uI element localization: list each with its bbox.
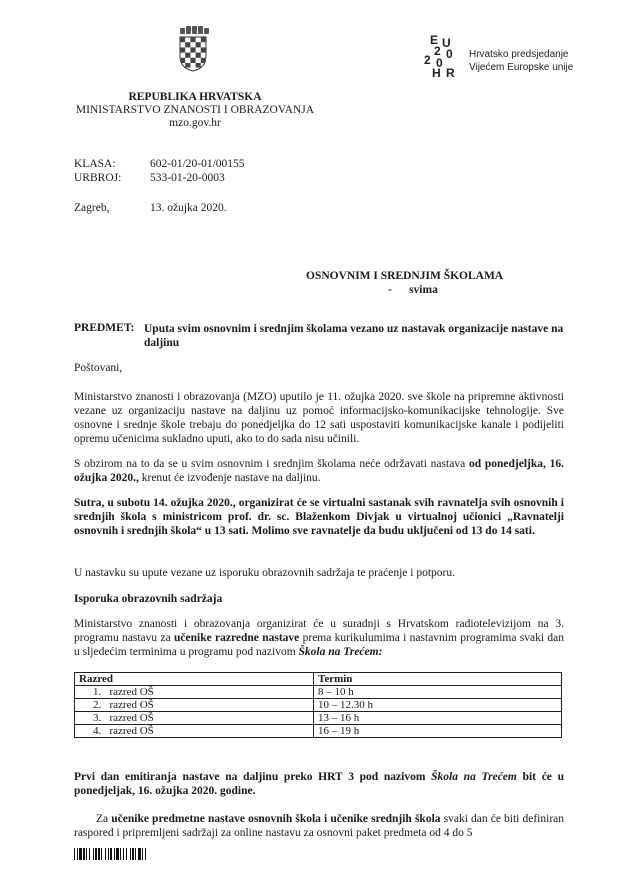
- table-cell: 3. razred OŠ: [75, 712, 314, 725]
- klasa-label: KLASA:: [74, 158, 116, 170]
- eu-logo-char: H: [432, 66, 441, 80]
- text-run-bold: učenike razredne nastave: [174, 632, 300, 644]
- subject-label: PREDMET:: [74, 322, 135, 334]
- table-cell: 13 – 16 h: [314, 712, 562, 725]
- urbroj-label: URBROJ:: [74, 172, 122, 184]
- table-row: [75, 712, 562, 725]
- table-cell: 16 – 19 h: [314, 725, 562, 738]
- text-run: prema kurikulumima i nastavnim programima svaki dan u sljedećim terminima u programu pod nazivom: [74, 632, 565, 658]
- eu-logo-char: 2: [424, 53, 431, 67]
- paragraph-3: Sutra, u subotu 14. ožujka 2020., organizirat će se virtualni sastanak svih ravnatelja svih osnovnih i srednjih škola s ministricom prof. dr. sc. Blaženkom Divjak u virtualnoj učionici „Ravnatelji osnovnih i srednjih škola“ u 13 sati. Molimo sve ravnatelje da budu uključeni od 13 do 14 sati.: [74, 497, 564, 537]
- table-row: [75, 699, 562, 712]
- paragraph-7: [74, 812, 564, 840]
- eu-logo-char: 0: [446, 47, 453, 61]
- schedule-table: [74, 672, 562, 738]
- paragraph-2: [74, 457, 564, 485]
- eu-text-line: Vijećem Europske unije: [469, 62, 574, 73]
- text-run: S obzirom na to da se u svim osnovnim i srednjim školama neće održavati nastava: [74, 458, 469, 470]
- klasa-value: 602-01/20-01/00155: [150, 158, 245, 170]
- paragraph-4: U nastavku su upute vezane uz isporuku obrazovnih sadržaja te praćenje i potporu.: [74, 567, 455, 579]
- text-run-bold-italic: Škola na Trećem: [431, 771, 517, 783]
- text-run: krenut će izvođenje nastave na daljinu.: [138, 472, 321, 484]
- place-label: Zagreb,: [74, 202, 110, 214]
- text-run: Ministarstvo znanosti i obrazovanja organizirat će u suradnji s Hrvatskom radiotelevizijom na 3. programu nastavu za: [74, 618, 564, 644]
- text-run-bold: od ponedjeljka, 16. ožujka 2020.,: [74, 458, 564, 484]
- table-row: [75, 725, 562, 738]
- table-header-row: [75, 673, 562, 686]
- eu-presidency-text: [469, 48, 573, 74]
- table-cell: 8 – 10 h: [314, 686, 562, 699]
- coat-of-arms-icon: [176, 26, 210, 72]
- table-header-cell: Razred: [75, 673, 314, 686]
- text-run: Za: [96, 813, 112, 825]
- table-cell: 2. razred OŠ: [75, 699, 314, 712]
- text-run-bold: bit će u ponedjeljak, 16. ožujka 2020. godine.: [74, 771, 564, 797]
- table-cell: 1. razred OŠ: [75, 686, 314, 699]
- text-run-bold-italic: Škola na Trećem:: [298, 646, 383, 658]
- eu-presidency-logo: [420, 34, 464, 80]
- text-run-bold: učenike predmetne nastave osnovnih škola i učenike srednjih škola: [111, 813, 441, 825]
- recipient-sub: - svima: [388, 284, 438, 296]
- subject-text: Uputa svim osnovnim i srednjim školama vezano uz nastavak organizacije nastave na daljinu: [144, 323, 564, 349]
- date-value: 13. ožujka 2020.: [150, 202, 227, 214]
- table-cell: 4. razred OŠ: [75, 725, 314, 738]
- eu-logo-char: 2: [434, 44, 441, 58]
- republic-name: REPUBLIKA HRVATSKA: [128, 91, 262, 103]
- eu-logo-char: U: [442, 36, 451, 50]
- paragraph-1: Ministarstvo znanosti i obrazovanja (MZO) uputilo je 11. ožujka 2020. sve škole na pripremne aktivnosti vezane uz organizaciju nastave na daljinu uz pomoć informacijsko-komunikacijske tehnologije. Sve osnovne i srednje škole trebaju do ponedjeljka do 12 sati uspostaviti komunikacijske kanale i podijeliti opremu učenicima sukladno uputi, ako to do sada nisu učinili.: [74, 391, 564, 445]
- urbroj-value: 533-01-20-0003: [150, 172, 225, 184]
- eu-logo-char: R: [446, 66, 455, 80]
- ministry-website: mzo.gov.hr: [169, 117, 221, 129]
- eu-text-line: Hrvatsko predsjedanje: [469, 49, 569, 60]
- text-run: svaki dan će biti definiran raspored i pripremljeni sadržaji za online nastavu za osnovni paket predmeta od 4 do 5: [74, 813, 564, 839]
- barcode-icon: [74, 848, 174, 860]
- eu-logo-char: E: [430, 33, 439, 47]
- table-header-cell: Termin: [314, 673, 562, 686]
- greeting: Poštovani,: [74, 362, 123, 374]
- table-row: [75, 686, 562, 699]
- recipient-line: OSNOVNIM I SREDNJIM ŠKOLAMA: [306, 270, 504, 282]
- table-cell: 10 – 12.30 h: [314, 699, 562, 712]
- paragraph-6: [74, 770, 564, 798]
- section-title: Isporuka obrazovnih sadržaja: [74, 593, 223, 605]
- eu-logo-char: 0: [436, 56, 443, 70]
- text-run-bold: Prvi dan emitiranja nastave na daljinu preko HRT 3 pod nazivom: [74, 771, 432, 783]
- ministry-name: MINISTARSTVO ZNANOSTI I OBRAZOVANJA: [75, 104, 315, 116]
- paragraph-5: [74, 617, 564, 659]
